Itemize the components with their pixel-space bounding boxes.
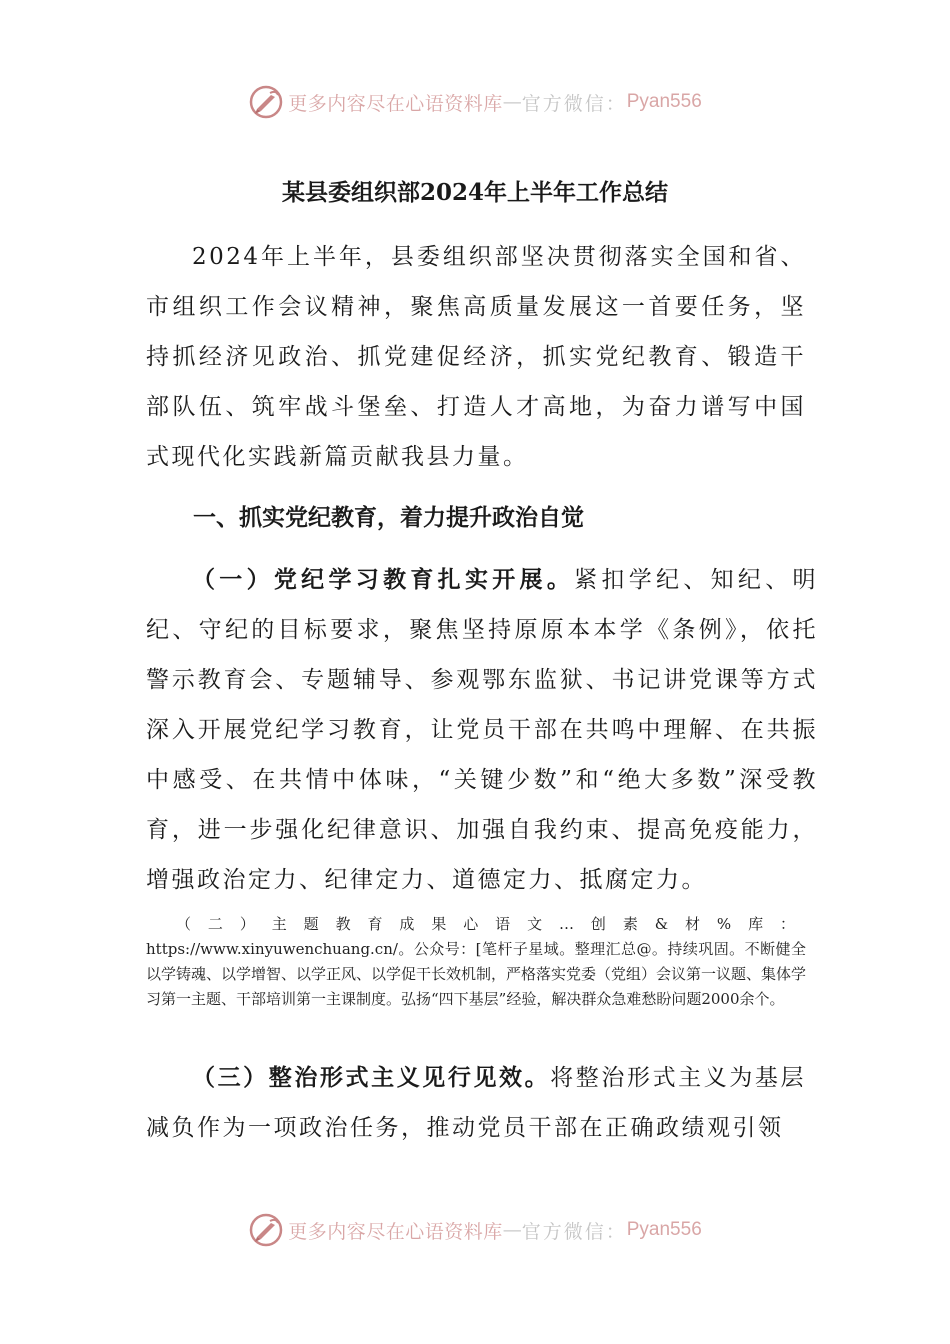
watermark-dash: — <box>502 1219 522 1241</box>
watermark-label: 官方微信： <box>521 1220 627 1243</box>
paragraph-1-lead: （一）党纪学习教育扎实开展。 <box>192 566 575 593</box>
document-title: 某县委组织部2024年上半年工作总结 <box>281 179 668 206</box>
watermark-footer <box>0 1210 950 1250</box>
pen-logo-icon <box>248 1212 284 1248</box>
watermark-label: 官方微信： <box>521 92 627 115</box>
paragraph-1 <box>146 555 818 905</box>
paragraph-1-text: 紧扣学纪、知纪、明纪、守纪的目标要求，聚焦坚持原原本本学《条例》，依托警示教育会、专题辅导、参观鄂东监狱、书记讲党课等方式深入开展党纪学习教育，让党员干部在共鸣中理解、在共振中感受、在共情中体味，“关键少数”和“绝大多数”深受教育，进一步强化纪律意识、加强自我约束、提高免疫能力，增强政治定力、纪律定力、道德定力、抵腐定力。 <box>146 567 819 893</box>
paragraph-3 <box>146 1053 806 1153</box>
intro-paragraph: 2024年上半年，县委组织部坚决贯彻落实全国和省、市组织工作会议精神，聚焦高质量发展这一首要任务，坚持抓经济见政治、抓党建促经济，抓实党纪教育、锻造干部队伍、筑牢战斗堡垒、打造人才高地，为奋力谱写中国式现代化实践新篇贡献我县力量。 <box>146 244 806 470</box>
paragraph-2-text: https://www.xinyuwenchuang.cn/。公众号：[笔杆子星域。整理汇总@。持续巩固。不断健全以学铸魂、以学增智、以学正风、以学促干长效机制，严格落实党委（党组）会议第一议题、集体学习第一主题、干部培训第一主课制度。弘扬“四下基层”经验，解决群众急难愁盼问题2000余个。 <box>146 940 807 1008</box>
paragraph-2 <box>146 912 806 1012</box>
paragraph-3-lead: （三）整治形式主义见行见效。 <box>192 1064 551 1091</box>
pen-logo-icon <box>248 84 284 120</box>
watermark-dash: — <box>502 91 522 113</box>
watermark-id: Pyan556 <box>626 91 702 112</box>
watermark-id: Pyan556 <box>626 1219 702 1240</box>
section-heading-1: 一、抓实党纪教育，着力提升政治自觉 <box>193 504 584 531</box>
watermark-brand: 更多内容尽在心语资料库 <box>288 92 503 115</box>
paragraph-3-text: 将整治形式主义为基层减负作为一项政治任务，推动党员干部在正确政绩观引领 <box>146 1065 807 1141</box>
paragraph-2-lead: （二）主题教育成果心语文…创素&材%库： <box>176 915 806 933</box>
watermark-brand: 更多内容尽在心语资料库 <box>288 1220 503 1243</box>
watermark-header <box>0 82 950 122</box>
